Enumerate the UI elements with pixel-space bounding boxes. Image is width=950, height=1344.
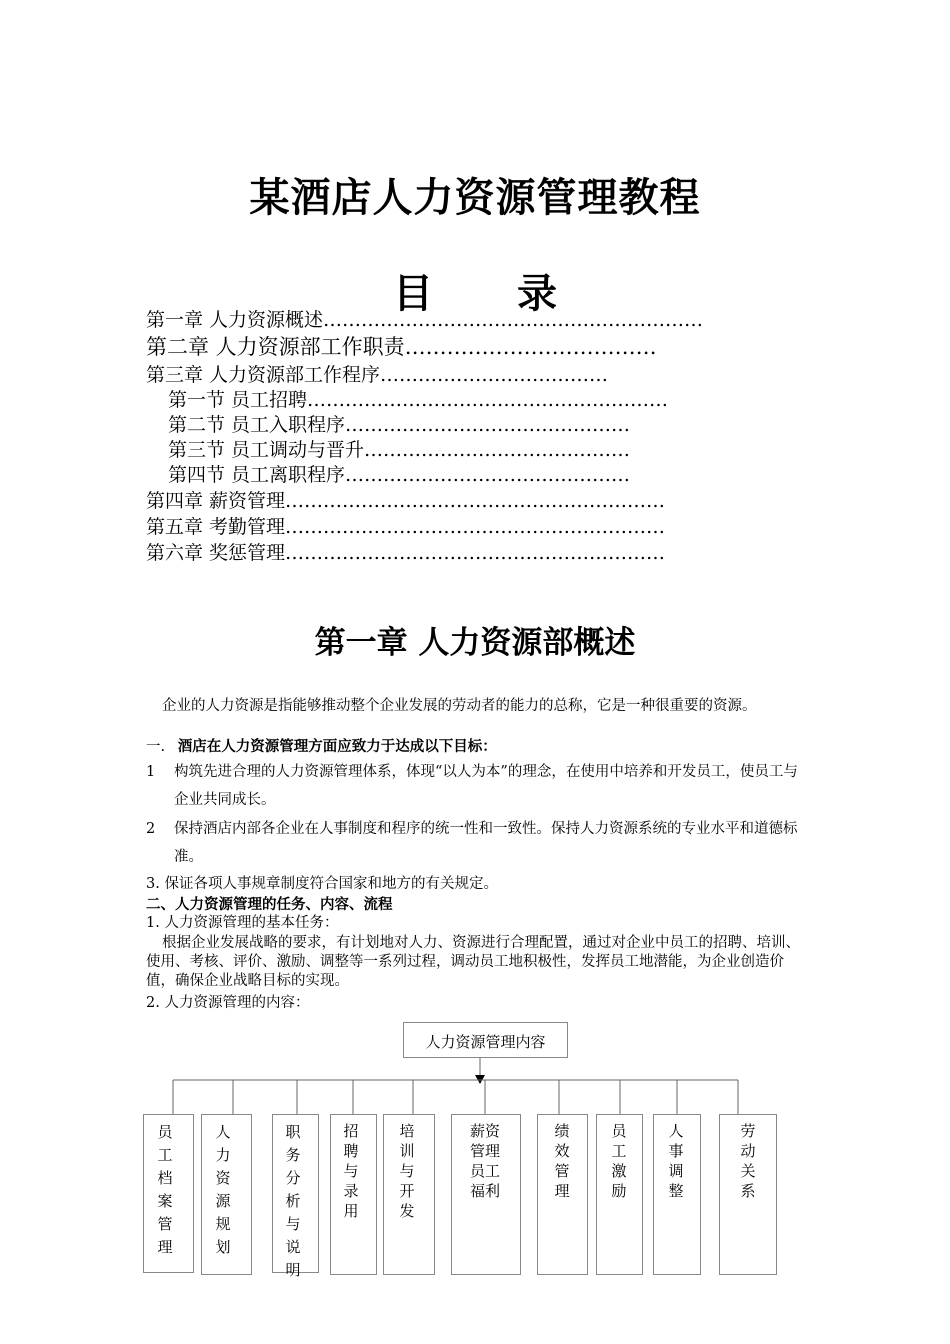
intro-paragraph: 企业的人力资源是指能够推动整个企业发展的劳动者的能力的总称，它是一种很重要的资源。 [162, 698, 757, 714]
org-node-label: 职务分析与说明 [285, 1123, 301, 1279]
chapter-heading: 第一章 人力资源部概述 [314, 625, 636, 661]
document-title: 某酒店人力资源管理教程 [249, 174, 701, 221]
subsection-label: 1. 人力资源管理的基本任务： [146, 915, 339, 931]
toc-entry[interactable]: 第二节 员工入职程序……………………………………… [168, 414, 631, 436]
list-text: 保持酒店内部各企业在人事制度和程序的统一性和一致性。保持人力资源系统的专业水平和道德标准。 [174, 821, 798, 865]
org-node-label: 人事调整 [668, 1122, 684, 1200]
org-node [201, 1114, 252, 1275]
toc-entry[interactable]: 第一章 人力资源概述…………………………………………………… [146, 309, 704, 331]
list-text: 构筑先进合理的人力资源管理体系，体现“以人为本”的理念，在使用中培养和开发员工，使员工与企业共同成长。 [174, 764, 798, 808]
org-node-label: 员工档案管理 [157, 1123, 173, 1256]
toc-entry[interactable]: 第五章 考勤管理…………………………………………………… [146, 516, 666, 538]
org-node [451, 1114, 521, 1275]
org-node-label: 劳动关系 [740, 1122, 756, 1200]
toc-entry[interactable]: 第二章 人力资源部工作职责……………………………… [146, 335, 657, 359]
task-paragraph: 根据企业发展战略的要求，有计划地对人力、资源进行合理配置，通过对企业中员工的招聘、培训、使用、考核、评价、激励、调整等一系列过程，调动员工地积极性，发挥员工地潜能，为企业创造价值，确保企业战略目标的实现。 [146, 935, 800, 989]
subsection-label: 2. 人力资源管理的内容： [146, 995, 310, 1011]
list-number: 2 [146, 821, 156, 837]
toc-entry[interactable]: 第一节 员工招聘………………………………………………… [168, 389, 669, 411]
toc-entry[interactable]: 第四节 员工离职程序……………………………………… [168, 464, 631, 486]
org-node [272, 1114, 319, 1279]
list-item: 3. 保证各项人事规章制度符合国家和地方的有关规定。 [146, 876, 498, 892]
toc-entry[interactable]: 第六章 奖惩管理…………………………………………………… [146, 542, 666, 564]
list-number: 1 [146, 764, 156, 780]
org-node [537, 1114, 588, 1275]
org-node-label: 招聘与录用 [343, 1122, 359, 1220]
org-node-label: 培训与开发 [399, 1122, 415, 1220]
org-node-label: 薪资管理员工福利 [469, 1122, 500, 1200]
org-node-label: 员工激励 [611, 1122, 627, 1200]
org-node-label: 人力资源规划 [215, 1123, 231, 1256]
toc-entry[interactable]: 第三章 人力资源部工作程序……………………………… [146, 364, 609, 386]
org-node [330, 1114, 377, 1275]
toc-entry[interactable]: 第四章 薪资管理…………………………………………………… [146, 490, 666, 512]
org-node-label: 绩效管理 [554, 1122, 570, 1200]
section-number: 一. [146, 739, 166, 755]
section-heading: 二、人力资源管理的任务、内容、流程 [146, 896, 393, 913]
section-title: 酒店在人力资源管理方面应致力于达成以下目标： [177, 738, 497, 755]
org-root-label: 人力资源管理内容 [425, 1033, 546, 1051]
toc-heading-left: 目 [393, 270, 433, 317]
org-node [653, 1114, 701, 1275]
org-root-box [403, 1022, 568, 1058]
toc-heading-right: 录 [517, 270, 557, 317]
org-node [143, 1114, 194, 1273]
org-node [596, 1114, 643, 1275]
toc-entry[interactable]: 第三节 员工调动与晋升…………………………………… [168, 439, 631, 461]
org-node [719, 1114, 777, 1275]
org-node [383, 1114, 435, 1275]
